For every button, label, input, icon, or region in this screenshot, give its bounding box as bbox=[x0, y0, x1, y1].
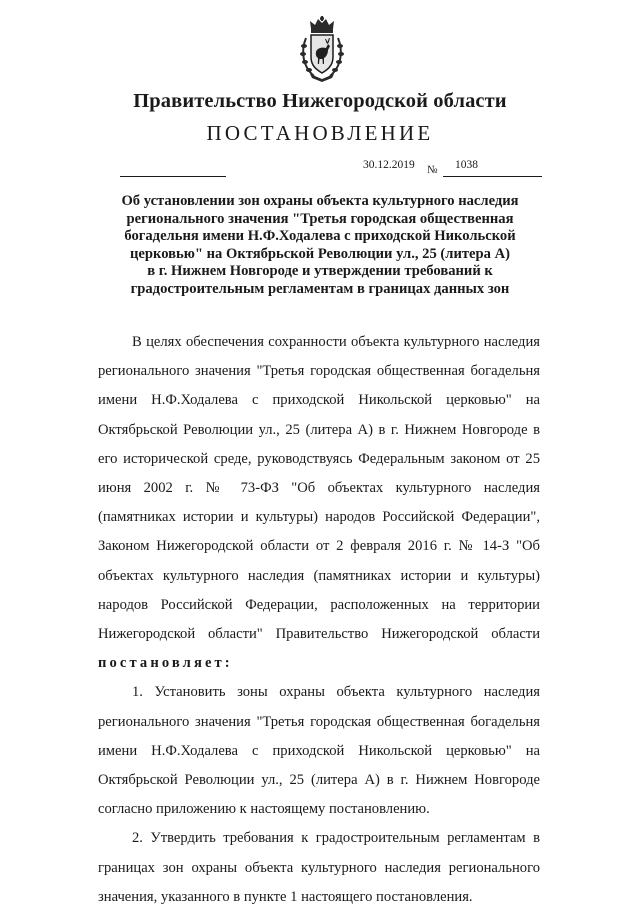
coat-of-arms-icon bbox=[300, 16, 344, 82]
resolves-word: постановляет: bbox=[98, 655, 233, 672]
document-number-field bbox=[443, 159, 542, 177]
preamble-text: В целях обеспечения сохранности объекта культурного наследия регионального значения "Третья городская общественная богадельня имени Н.Ф.Ходалева с приходской Никольской церковью" на Октябрьской Революции ул., 25 (литера А) в г. Нижнем Новгороде в его исторической среде, руководствуясь Федеральным законом от 25 июня 2002 г. № 73-ФЗ "Об объектах культурного наследия (памятниках истории и культуры) народов Российской Федерации", Законом Нижегородской области от 2 февраля 2016 г. № 14-З "Об объектах культурного наследия (памятниках истории и культуры) народов Российской Федерации, расположенных на территории Нижегородской области" Правительство Нижегородской области bbox=[98, 334, 540, 643]
number-sign: № bbox=[427, 164, 438, 176]
preamble-paragraph bbox=[98, 328, 540, 678]
document-date: 30.12.2019 bbox=[363, 159, 415, 171]
document-subject bbox=[100, 193, 540, 299]
item-paragraph: 2. Утвердить требования к градостроительным регламентам в границах зон охраны объекта культурного наследия регионального значения, указанного в пункте 1 настоящего постановления. bbox=[98, 830, 540, 905]
subject-line: регионального значения "Третья городская общественная bbox=[126, 210, 514, 227]
subject-line: градостроительным регламентам в границах данных зон bbox=[130, 280, 510, 297]
subject-line: Об установлении зон охраны объекта культурного наследия bbox=[121, 193, 519, 209]
document-type: ПОСТАНОВЛЕНИЕ bbox=[206, 121, 434, 145]
document-body bbox=[98, 328, 540, 912]
subject-line: церковью" на Октябрьской Революции ул., 25 (литера А) bbox=[130, 245, 510, 262]
subject-line: богадельня имени Н.Ф.Ходалева с приходской Никольской bbox=[124, 228, 516, 245]
government-name: Правительство Нижегородской области bbox=[133, 90, 507, 112]
subject-line: в г. Нижнем Новгороде и утверждении требований к bbox=[147, 263, 493, 280]
blank-field-line bbox=[120, 176, 226, 177]
item-paragraph: 1. Установить зоны охраны объекта культурного наследия регионального значения "Третья городская общественная богадельня имени Н.Ф.Ходалева с приходской Никольской церковью" на Октябрьской Революции ул., 25 (литера А) в г. Нижнем Новгороде согласно приложению к настоящему постановлению. bbox=[98, 684, 540, 818]
document-number: 1038 bbox=[455, 159, 478, 171]
